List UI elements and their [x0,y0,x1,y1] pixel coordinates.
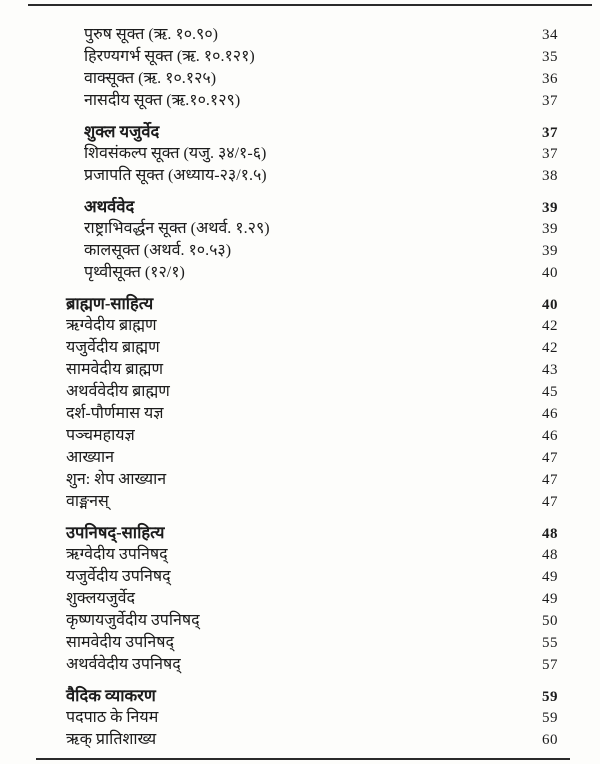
toc-row [0,610,558,632]
toc-page-number: 38 [542,168,558,184]
toc-row [0,240,558,262]
toc-section-label: वैदिक व्याकरण [66,686,156,705]
toc-entry-label: ऋग्वेदीय उपनिषद् [66,546,168,563]
toc-page-number: 40 [542,297,558,313]
toc-entry-label: ऋग्वेदीय ब्राह्मण [66,317,157,334]
toc-page-number: 59 [542,710,558,726]
toc-page-number: 43 [542,362,558,378]
toc-page-number: 35 [542,49,558,65]
toc-row [0,566,558,588]
toc-row [0,262,558,284]
toc-row [0,337,558,359]
toc-row [0,588,558,610]
toc-row [0,654,558,676]
toc-row [0,729,558,751]
toc-entry-label: सामवेदीय ब्राह्मण [66,361,164,378]
toc-entry-label: राष्ट्राभिवर्द्धन सूक्त (अथर्व. १.२९) [84,220,270,237]
toc-row [0,544,558,566]
toc-row [0,632,558,654]
toc-page-number: 47 [542,450,558,466]
toc-page-number: 42 [542,318,558,334]
toc-section-label: उपनिषद्-साहित्य [66,523,165,542]
toc-entry-label: यजुर्वेदीय ब्राह्मण [66,339,160,356]
toc-entry-label: हिरण्यगर्भ सूक्त (ऋ. १०.१२१) [84,48,255,65]
toc-row [0,491,558,513]
toc-page-number: 37 [542,146,558,162]
toc-section-header [0,293,558,315]
toc-row [0,707,558,729]
toc-page-number: 48 [542,526,558,542]
toc-entry-label: नासदीय सूक्त (ऋ.१०.१२९) [84,92,241,109]
toc-entry-label: पृथ्वीसूक्त (१२/१) [84,264,185,281]
toc-page-number: 50 [542,613,558,629]
toc-row [0,359,558,381]
toc-page-number: 37 [542,125,558,141]
toc-page-number: 45 [542,384,558,400]
toc-entry-label: कालसूक्त (अथर्व. १०.५३) [84,242,232,259]
toc-page-number: 47 [542,494,558,510]
toc-row [0,24,558,46]
toc-page-number: 39 [542,200,558,216]
toc-section-label: अथर्ववेद [84,197,135,216]
toc-entry-label: अथर्ववेदीय उपनिषद् [66,656,181,673]
toc-section-label: ब्राह्मण-साहित्य [66,294,154,313]
bottom-rule [36,758,570,760]
toc-page-number: 48 [542,547,558,563]
toc-page-number: 36 [542,71,558,87]
toc-section-header [0,196,558,218]
toc-entry-label: यजुर्वेदीय उपनिषद् [66,568,171,585]
toc-row [0,46,558,68]
toc-row [0,165,558,187]
toc-entry-label: शुन: शेप आख्यान [66,471,167,488]
toc-row [0,218,558,240]
toc-section-header [0,522,558,544]
toc-entry-label: शिवसंकल्प सूक्त (यजु. ३४/१-६) [84,145,267,162]
toc-entry-label: कृष्णयजुर्वेदीय उपनिषद् [66,612,200,629]
toc-page-number: 39 [542,243,558,259]
toc-page-number: 55 [542,635,558,651]
toc-page-number: 49 [542,591,558,607]
toc-entry-label: ऋक् प्रातिशाख्य [66,731,157,748]
toc-row [0,381,558,403]
toc-page-number: 57 [542,657,558,673]
toc-page-number: 60 [542,732,558,748]
toc-entry-label: पदपाठ के नियम [66,709,159,726]
toc-row [0,143,558,165]
toc-entry-label: सामवेदीय उपनिषद् [66,634,174,651]
top-rule [28,4,592,6]
toc-entry-label: दर्श-पौर्णमास यज्ञ [66,405,164,422]
toc-page-number: 46 [542,428,558,444]
toc-page-number: 42 [542,340,558,356]
toc-row [0,447,558,469]
toc-page-number: 37 [542,93,558,109]
toc-row [0,90,558,112]
toc-row [0,469,558,491]
toc-entry-label: प्रजापति सूक्त (अध्याय-२३/१.५) [84,167,267,184]
toc-page-number: 34 [542,27,558,43]
toc-page-number: 46 [542,406,558,422]
toc-page-number: 49 [542,569,558,585]
toc-entry-label: अथर्ववेदीय ब्राह्मण [66,383,170,400]
toc-entry-label: पुरुष सूक्त (ऋ. १०.९०) [84,26,219,43]
toc-page-number: 47 [542,472,558,488]
toc-entry-label: वाङ्मनस् [66,493,109,510]
toc-row [0,315,558,337]
toc-page-number: 59 [542,689,558,705]
toc-entry-label: आख्यान [66,449,115,466]
toc-entry-label: शुक्लयजुर्वेद [66,590,135,607]
toc-page-number: 40 [542,265,558,281]
toc-page-number: 39 [542,221,558,237]
toc-section-label: शुक्ल यजुर्वेद [84,122,160,141]
toc-entry-label: वाक्सूक्त (ऋ. १०.१२५) [84,70,217,87]
toc-row [0,403,558,425]
toc-entry-label: पञ्चमहायज्ञ [66,427,135,444]
toc-section-header [0,685,558,707]
toc-row [0,425,558,447]
toc-section-header [0,121,558,143]
toc-row [0,68,558,90]
